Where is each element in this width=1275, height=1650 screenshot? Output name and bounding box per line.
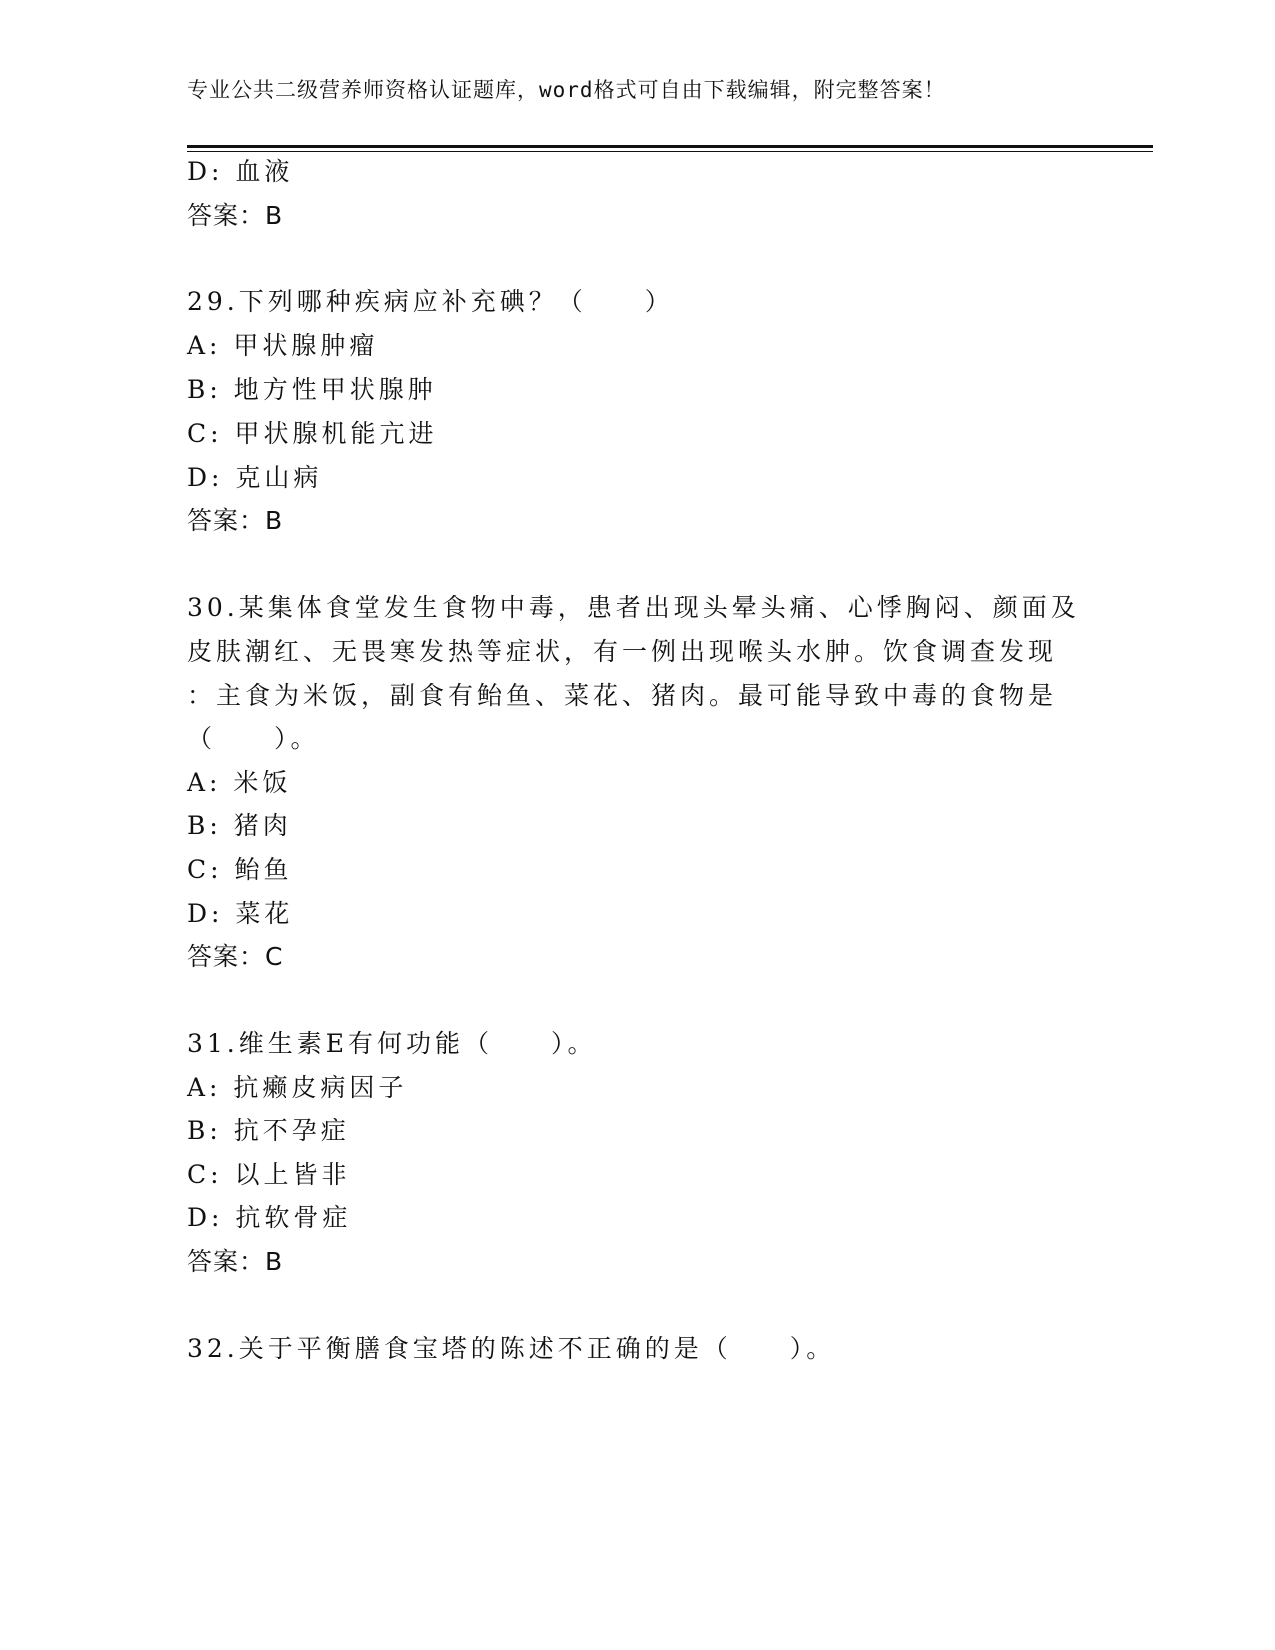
question-29: 29.下列哪种疾病应补充碘？（ ） [187,287,674,316]
option-c: C: 以上皆非 [187,1160,351,1189]
page-header: 专业公共二级营养师资格认证题库，word格式可自由下载编辑，附完整答案！ [187,78,946,102]
question-30: 30.某集体食堂发生食物中毒，患者出现头晕头痛、心悸胸闷、颜面及 [187,593,1080,622]
option-c: C: 甲状腺机能亢进 [187,419,438,448]
question-30-cont: 皮肤潮红、无畏寒发热等症状，有一例出现喉头水肿。饮食调查发现 [187,637,1058,666]
option-d: D: 抗软骨症 [187,1203,352,1232]
option-a: A: 甲状腺肿瘤 [187,331,379,360]
answer-line: 答案：B [187,506,284,535]
option-d: D: 克山病 [187,463,323,492]
option-c: C: 鲐鱼 [187,855,293,884]
option-a: A: 抗癞皮病因子 [187,1073,408,1102]
header-rule-thin [187,151,1153,152]
answer-line: 答案：B [187,201,284,230]
option-b: B: 抗不孕症 [187,1116,350,1145]
question-31: 31.维生素E有何功能（ ）。 [187,1029,597,1058]
option-d: D: 菜花 [187,899,294,928]
answer-line: 答案：C [187,942,284,971]
option-b: B: 地方性甲状腺肿 [187,375,437,404]
question-30-cont: （ ）。 [187,724,320,753]
answer-line: 答案：B [187,1247,284,1276]
question-32: 32.关于平衡膳食宝塔的陈述不正确的是（ ）。 [187,1334,836,1363]
question-30-cont: ：主食为米饭，副食有鲐鱼、菜花、猪肉。最可能导致中毒的食物是 [187,681,1058,710]
option-b: B: 猪肉 [187,811,292,840]
header-rule-thick [187,145,1153,148]
option-a: A: 米饭 [187,768,292,797]
option-d: D: 血液 [187,157,294,186]
